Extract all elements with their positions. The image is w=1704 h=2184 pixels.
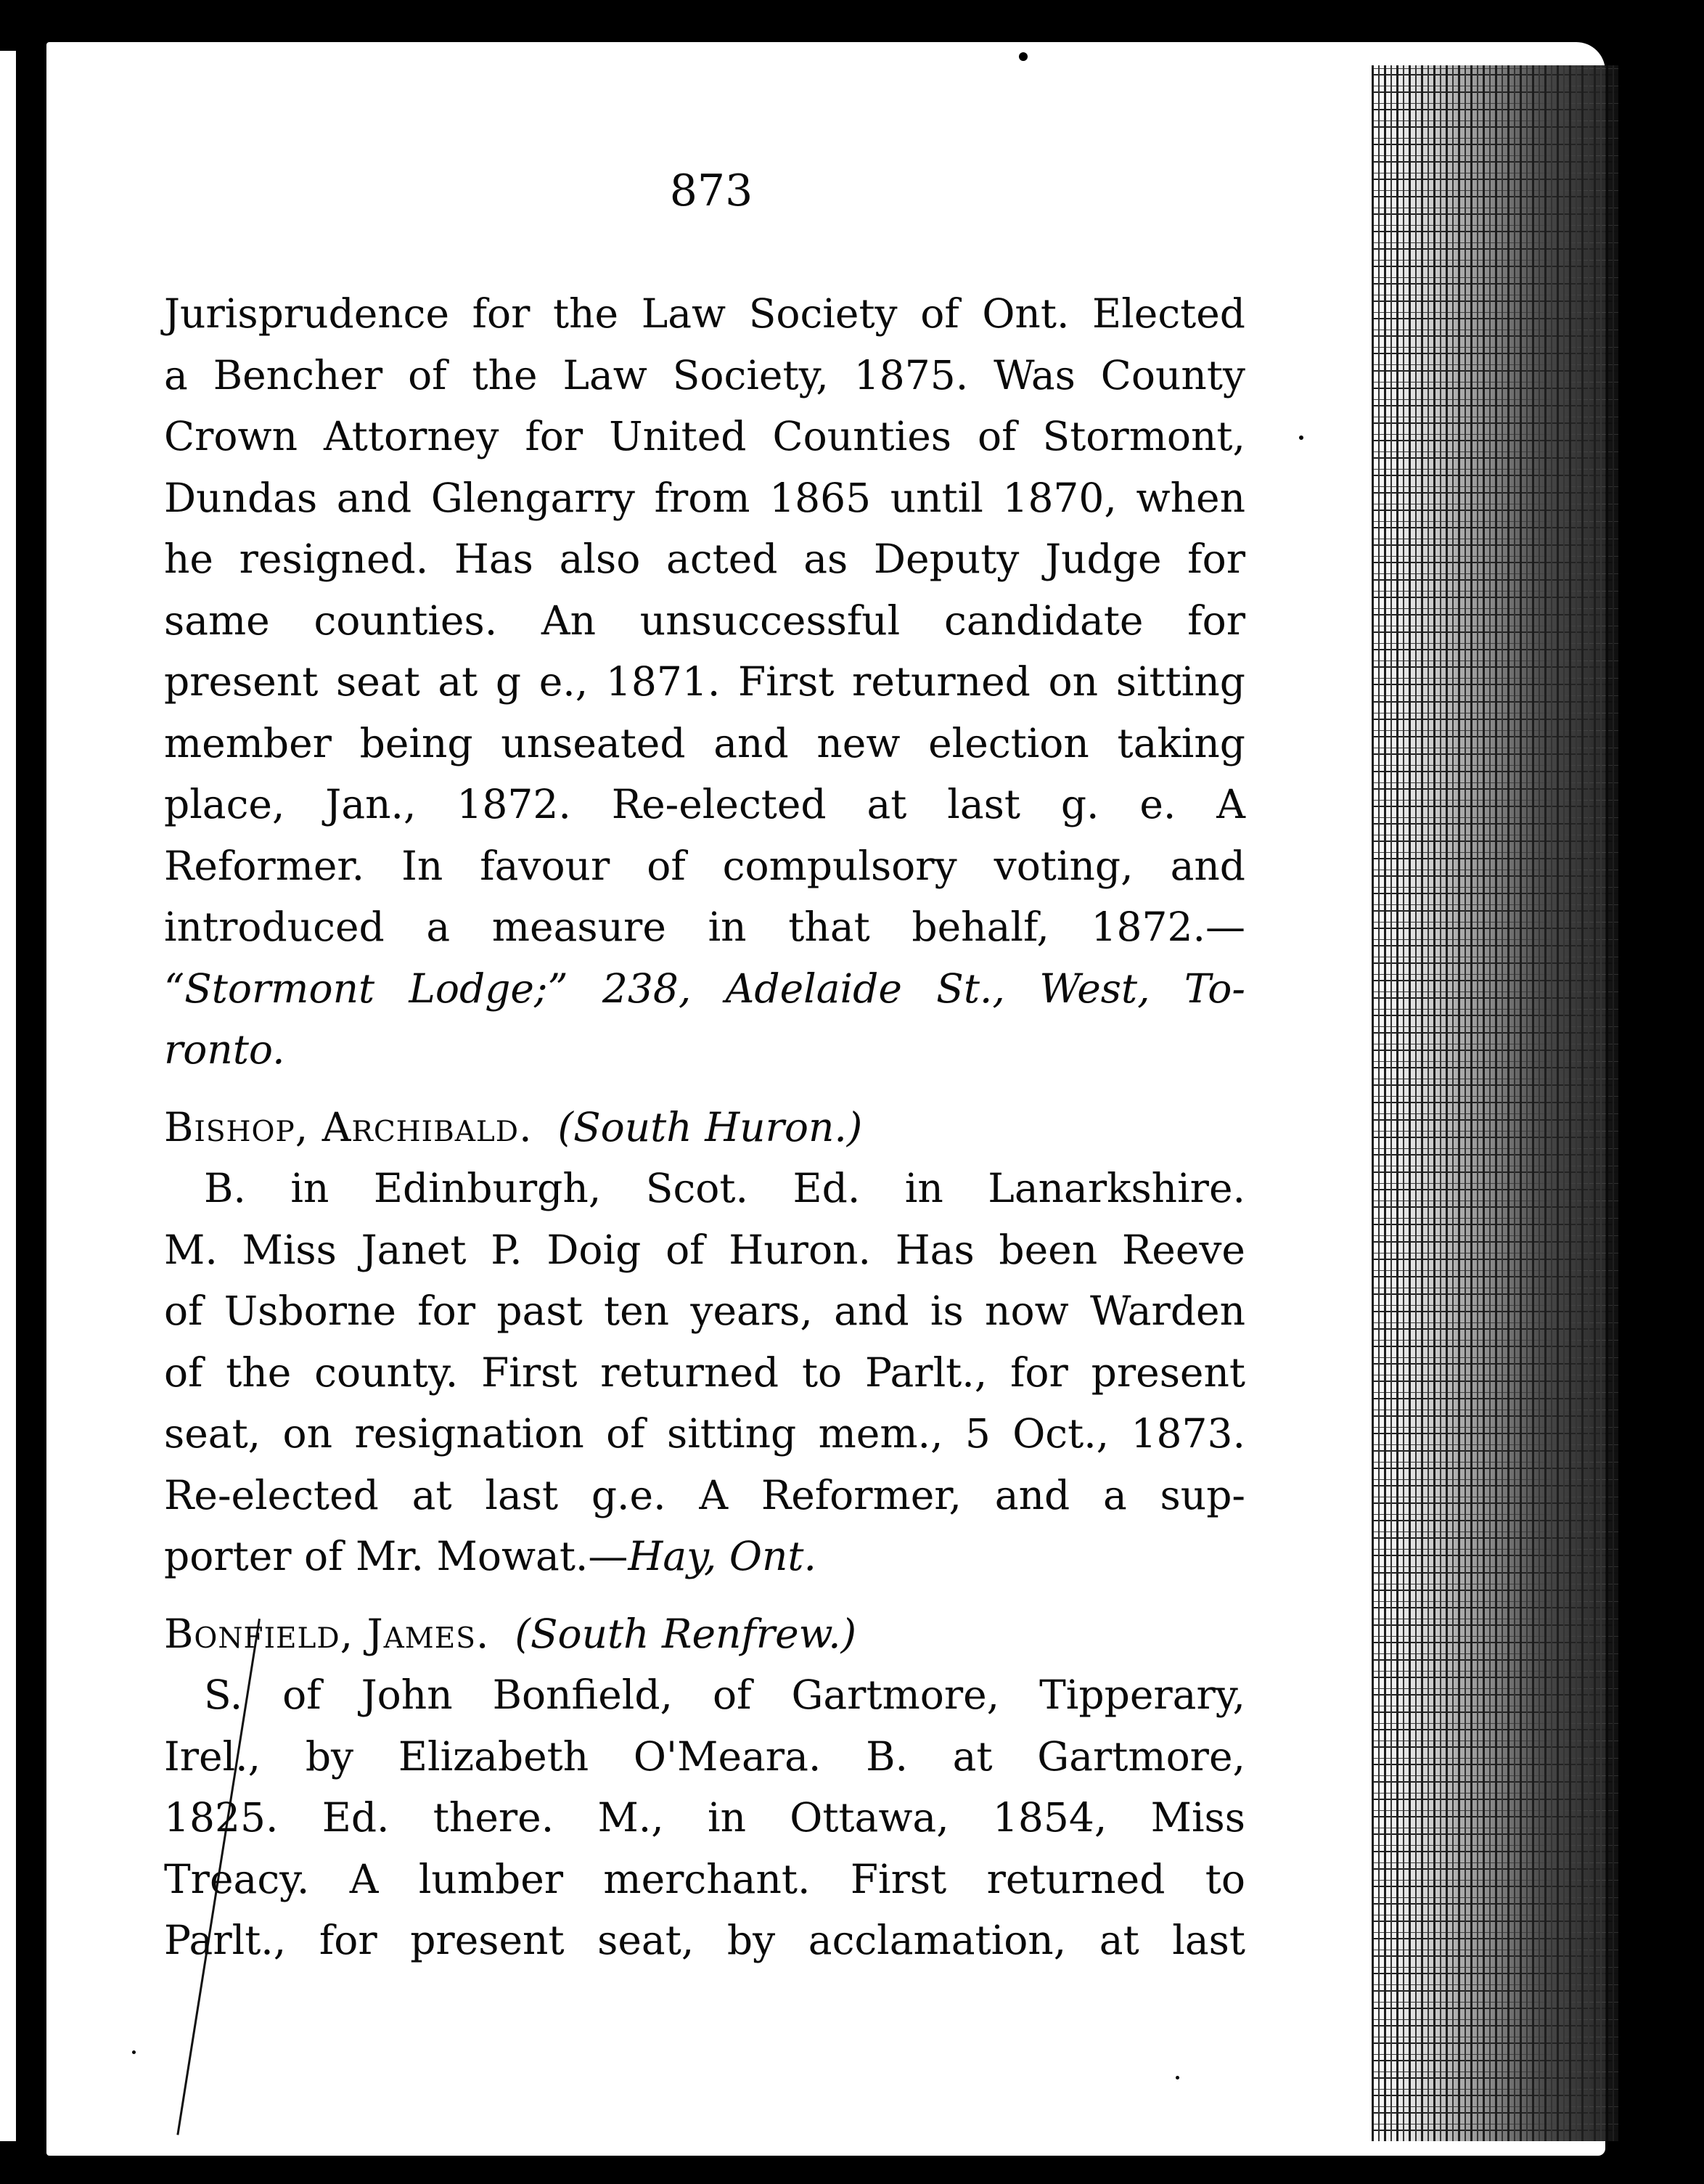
- constituency: (South Renfrew.): [515, 1610, 857, 1657]
- ink-speck: [132, 2050, 136, 2054]
- member-name: Bonfield, James.: [164, 1610, 490, 1657]
- text-line: Parlt., for present seat, by acclamation, at last: [164, 1917, 1245, 1963]
- address-line: ronto.: [164, 1026, 285, 1073]
- text-line: introduced a measure in that behalf, 1872.—: [164, 904, 1245, 950]
- text-line: [164, 1526, 1245, 1587]
- text-line: Jurisprudence for the Law Society of Ont. Elected: [164, 290, 1245, 337]
- text-line: of Usborne for past ten years, and is now Warden: [164, 1288, 1245, 1334]
- text-line: a Bencher of the Law Society, 1875. Was County: [164, 351, 1245, 398]
- constituency: (South Huron.): [557, 1103, 863, 1150]
- text-fragment: porter of Mr. Mowat.—: [164, 1533, 628, 1579]
- ink-speck: [1176, 2076, 1179, 2079]
- text-line: B. in Edinburgh, Scot. Ed. in Lanarkshire.: [204, 1165, 1245, 1211]
- left-page-edge: [0, 51, 16, 2141]
- entry-heading-bishop: [164, 1097, 1245, 1158]
- ink-speck: [1299, 435, 1303, 440]
- entry-spacer: [164, 1081, 1253, 1097]
- text-line: he resigned. Has also acted as Deputy Judge for: [164, 536, 1245, 582]
- page-number: 873: [669, 165, 753, 216]
- text-line: same counties. An unsuccessful candidate for: [164, 597, 1245, 644]
- text-line: Crown Attorney for United Counties of Stormont,: [164, 413, 1245, 459]
- text-line: M. Miss Janet P. Doig of Huron. Has been Reeve: [164, 1226, 1245, 1273]
- text-line: present seat at g e., 1871. First returned on sitting: [164, 658, 1245, 705]
- entry-heading-bonfield: [164, 1603, 1245, 1665]
- text-line: Dundas and Glengarry from 1865 until 1870, when: [164, 474, 1245, 521]
- member-name: Bishop, Archibald.: [164, 1103, 533, 1150]
- text-line: S. of John Bonfield, of Gartmore, Tipperary,: [204, 1672, 1245, 1718]
- text-line: Irel., by Elizabeth O'Meara. B. at Gartmore,: [164, 1733, 1245, 1780]
- ink-speck: [1019, 52, 1028, 61]
- address-fragment: Hay, Ont.: [628, 1533, 816, 1579]
- text-line: of the county. First returned to Parlt., for present: [164, 1349, 1245, 1396]
- text-line: member being unseated and new election taking: [164, 719, 1245, 766]
- address-line: “Stormont Lodge;” 238, Adelaide St., West, To-: [164, 965, 1245, 1012]
- text-line: Reformer. In favour of compulsory voting, and: [164, 842, 1245, 889]
- entry-spacer: [164, 1587, 1253, 1603]
- text-line: place, Jan., 1872. Re-elected at last g. e. A: [164, 781, 1245, 827]
- text-line: Treacy. A lumber merchant. First returned to: [164, 1855, 1245, 1902]
- text-line: seat, on resignation of sitting mem., 5 Oct., 1873.: [164, 1410, 1245, 1457]
- text-line: Re-elected at last g.e. A Reformer, and a sup-: [164, 1471, 1245, 1518]
- text-line: 1825. Ed. there. M., in Ottawa, 1854, Miss: [164, 1794, 1245, 1841]
- book-gutter-shadow: [1372, 65, 1618, 2141]
- body-text: [164, 283, 1253, 1971]
